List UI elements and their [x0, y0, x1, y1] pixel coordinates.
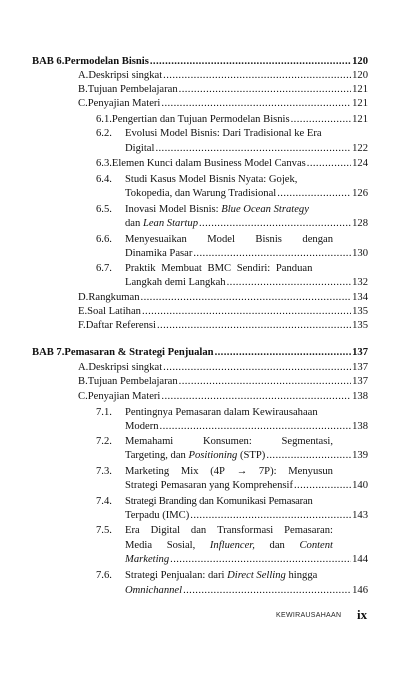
subitem-title-line2: Omnichannel — [125, 585, 183, 596]
page-number: 137 — [352, 347, 368, 358]
toc-item[interactable] — [78, 83, 368, 96]
dot-leader — [163, 361, 351, 374]
item-letter: F. — [78, 320, 86, 331]
dot-leader — [307, 157, 351, 170]
item-letter: C. — [78, 98, 88, 109]
subitem-number: 6.5. — [96, 204, 112, 215]
page-number: 126 — [352, 188, 368, 199]
page-number: 122 — [352, 143, 368, 154]
toc-subitem[interactable] — [96, 113, 368, 126]
page-number: 146 — [352, 585, 368, 596]
page-number: 137 — [352, 376, 368, 387]
word: Memahami — [125, 436, 174, 447]
title-italic: Direct Selling — [227, 570, 286, 581]
title-text: (STP) — [237, 450, 266, 461]
word: Menyusun — [288, 466, 333, 477]
subitem-number: 6.7. — [96, 263, 112, 274]
word: Era — [125, 525, 140, 536]
word-italic: Content — [299, 540, 333, 551]
subitem-title-line1 — [125, 569, 317, 582]
subitem-title-line2: Terpadu (IMC) — [125, 510, 190, 521]
chapter-6-entry[interactable] — [32, 55, 368, 68]
item-letter: D. — [78, 292, 89, 303]
word: Bisnis — [255, 234, 282, 245]
word: Mix — [180, 466, 199, 477]
word: Digital — [150, 525, 181, 536]
dot-leader — [161, 390, 351, 403]
chapter-number: BAB 7. — [32, 347, 65, 358]
toc-subitem[interactable] — [125, 142, 368, 155]
dot-leader — [215, 346, 352, 359]
chapter-title: Pemasaran & Strategi Penjualan — [64, 347, 214, 358]
toc-item[interactable] — [78, 361, 368, 374]
item-letter: E. — [78, 306, 88, 317]
toc-subitem[interactable] — [96, 157, 368, 170]
toc-subitem[interactable] — [125, 509, 368, 522]
item-letter: B. — [78, 376, 88, 387]
page-number: 140 — [352, 480, 368, 491]
subitem-title-line1: Strategi Branding dan Komunikasi Pemasaran — [125, 496, 313, 507]
page-number: 130 — [352, 248, 368, 259]
toc-subitem[interactable] — [125, 553, 368, 566]
subitem-number: 7.1. — [96, 407, 112, 418]
page-number: 128 — [352, 218, 368, 229]
subitem-title-line2: Digital — [125, 143, 155, 154]
running-footer: KEWIRAUSAHAAN — [276, 612, 342, 619]
word: dan — [190, 525, 207, 536]
title-text: dan — [125, 218, 143, 229]
page-number: 138 — [352, 421, 368, 432]
subitem-title-line1 — [125, 233, 333, 246]
dot-leader — [170, 553, 351, 566]
subitem-title-line1: Studi Kasus Model Bisnis Nyata: Gojek, — [125, 174, 298, 185]
dot-leader — [163, 69, 351, 82]
dot-leader — [141, 291, 352, 304]
dot-leader — [157, 319, 351, 332]
word: (4P — [210, 466, 225, 477]
dot-leader — [277, 187, 351, 200]
word: Media — [125, 540, 153, 551]
page-number: 135 — [352, 320, 368, 331]
title-text: Strategi Penjualan: dari — [125, 570, 228, 581]
dot-leader — [155, 142, 351, 155]
page-number: 121 — [352, 114, 368, 125]
word: Pemasaran: — [284, 525, 333, 536]
title-italic: Positioning — [188, 450, 238, 461]
toc-subitem[interactable] — [125, 584, 368, 597]
page-number: 120 — [352, 70, 368, 81]
subitem-number: 7.2. — [96, 436, 112, 447]
toc-item[interactable] — [78, 390, 368, 403]
dot-leader — [266, 449, 351, 462]
word: Transformasi — [217, 525, 274, 536]
subitem-title-line1: Praktik Membuat BMC Sendiri: Panduan — [125, 263, 313, 274]
page-number: 121 — [352, 98, 368, 109]
subitem-title-line1: Pentingnya Pemasaran dalam Kewirausahaan — [125, 407, 318, 418]
dot-leader — [183, 584, 351, 597]
toc-subitem[interactable] — [125, 247, 368, 260]
page-number: 124 — [352, 158, 368, 169]
title-italic: Blue Ocean Strategy — [221, 204, 309, 215]
subitem-title-line1 — [125, 524, 333, 537]
dot-leader — [179, 83, 351, 96]
toc-subitem[interactable] — [125, 217, 368, 230]
page-number: 139 — [352, 450, 368, 461]
subitem-title: Elemen Kunci dalam Business Model Canvas — [111, 158, 306, 169]
word: dengan — [302, 234, 333, 245]
dot-leader — [199, 217, 351, 230]
subitem-title-line1 — [125, 203, 309, 216]
subitem-number: 7.3. — [96, 466, 112, 477]
dot-leader — [291, 113, 351, 126]
item-title: Tujuan Pembelajaran — [87, 376, 178, 387]
toc-item[interactable] — [78, 97, 368, 110]
toc-subitem[interactable] — [125, 187, 368, 200]
subitem-number: 6.2. — [96, 128, 112, 139]
dot-leader — [142, 305, 351, 318]
toc-item[interactable] — [78, 69, 368, 82]
item-title: Tujuan Pembelajaran — [87, 84, 178, 95]
dot-leader — [160, 420, 352, 433]
item-letter: C. — [78, 391, 88, 402]
title-text: Targeting, dan — [125, 450, 189, 461]
dot-leader — [193, 247, 351, 260]
toc-subitem[interactable] — [125, 420, 368, 433]
subitem-title-line2 — [125, 217, 198, 230]
toc-subitem[interactable] — [125, 449, 368, 462]
subitem-title-line2: Dinamika Pasar — [125, 248, 193, 259]
dot-leader — [150, 55, 351, 68]
item-title: Soal Latihan — [87, 306, 141, 317]
page-number: 143 — [352, 510, 368, 521]
page-number: 132 — [352, 277, 368, 288]
chapter-number: BAB 6. — [32, 56, 65, 67]
subitem-title-line2 — [125, 449, 265, 462]
word-italic: Influencer, — [209, 540, 255, 551]
page-number: 144 — [352, 554, 368, 565]
subitem-title-line2: Modern — [125, 421, 159, 432]
subitem-number: 7.5. — [96, 525, 112, 536]
title-italic: Lean Startup — [142, 218, 198, 229]
dot-leader — [227, 276, 352, 289]
word: 7P): — [258, 466, 277, 477]
subitem-title-line2: Strategi Pemasaran yang Komprehensif — [125, 480, 293, 491]
toc-subitem[interactable] — [125, 276, 368, 289]
item-title: Deskripsi singkat — [88, 362, 163, 373]
subitem-title-line2: Tokopedia, dan Warung Tradisional — [125, 188, 277, 199]
word: Model — [207, 234, 235, 245]
subitem-number: 6.4. — [96, 174, 112, 185]
item-title: Rangkuman — [88, 292, 140, 303]
subitem-number: 7.4. — [96, 496, 112, 507]
page-number: 120 — [352, 56, 368, 67]
toc-item[interactable] — [78, 319, 368, 332]
page-number: 138 — [352, 391, 368, 402]
subitem-number: 7.6. — [96, 570, 112, 581]
toc-item[interactable] — [78, 375, 368, 388]
item-title: Deskripsi singkat — [88, 70, 163, 81]
arrow-glyph: → — [236, 466, 248, 477]
dot-leader — [161, 97, 351, 110]
word: Segmentasi, — [281, 436, 333, 447]
page-number: 137 — [352, 362, 368, 373]
word: Konsumen: — [202, 436, 252, 447]
toc-item[interactable] — [78, 305, 368, 318]
word: Menyesuaikan — [125, 234, 187, 245]
item-letter: A. — [78, 70, 89, 81]
subitem-title-line1 — [125, 465, 333, 478]
toc-item[interactable] — [78, 291, 368, 304]
title-text: hingga — [285, 570, 318, 581]
subitem-title-line3: Marketing — [125, 554, 170, 565]
item-title: Penyajian Materi — [87, 98, 161, 109]
chapter-7-entry[interactable] — [32, 346, 368, 359]
toc-subitem[interactable] — [125, 479, 368, 492]
subitem-number: 6.3. — [96, 158, 112, 169]
word: Marketing — [125, 466, 170, 477]
subitem-title-line2 — [125, 539, 333, 552]
title-text: Inovasi Model Bisnis: — [125, 204, 222, 215]
chapter-title: Permodelan Bisnis — [64, 56, 149, 67]
page-number: 135 — [352, 306, 368, 317]
subitem-number: 6.1. — [96, 114, 112, 125]
item-letter: B. — [78, 84, 88, 95]
subitem-number: 6.6. — [96, 234, 112, 245]
dot-leader — [294, 479, 351, 492]
item-letter: A. — [78, 362, 89, 373]
dot-leader — [179, 375, 351, 388]
dot-leader — [190, 509, 351, 522]
subitem-title-line1: Evolusi Model Bisnis: Dari Tradisional ke Era — [125, 128, 322, 139]
subitem-title: Pengertian dan Tujuan Permodelan Bisnis — [111, 114, 290, 125]
subitem-title-line2: Langkah demi Langkah — [125, 277, 226, 288]
word: dan — [269, 540, 285, 551]
word: Sosial, — [166, 540, 196, 551]
item-title: Penyajian Materi — [87, 391, 161, 402]
folio: ix — [357, 607, 368, 622]
item-title: Daftar Referensi — [85, 320, 156, 331]
page-number: 134 — [352, 292, 368, 303]
subitem-title-line1 — [125, 435, 333, 448]
page-number: 121 — [352, 84, 368, 95]
